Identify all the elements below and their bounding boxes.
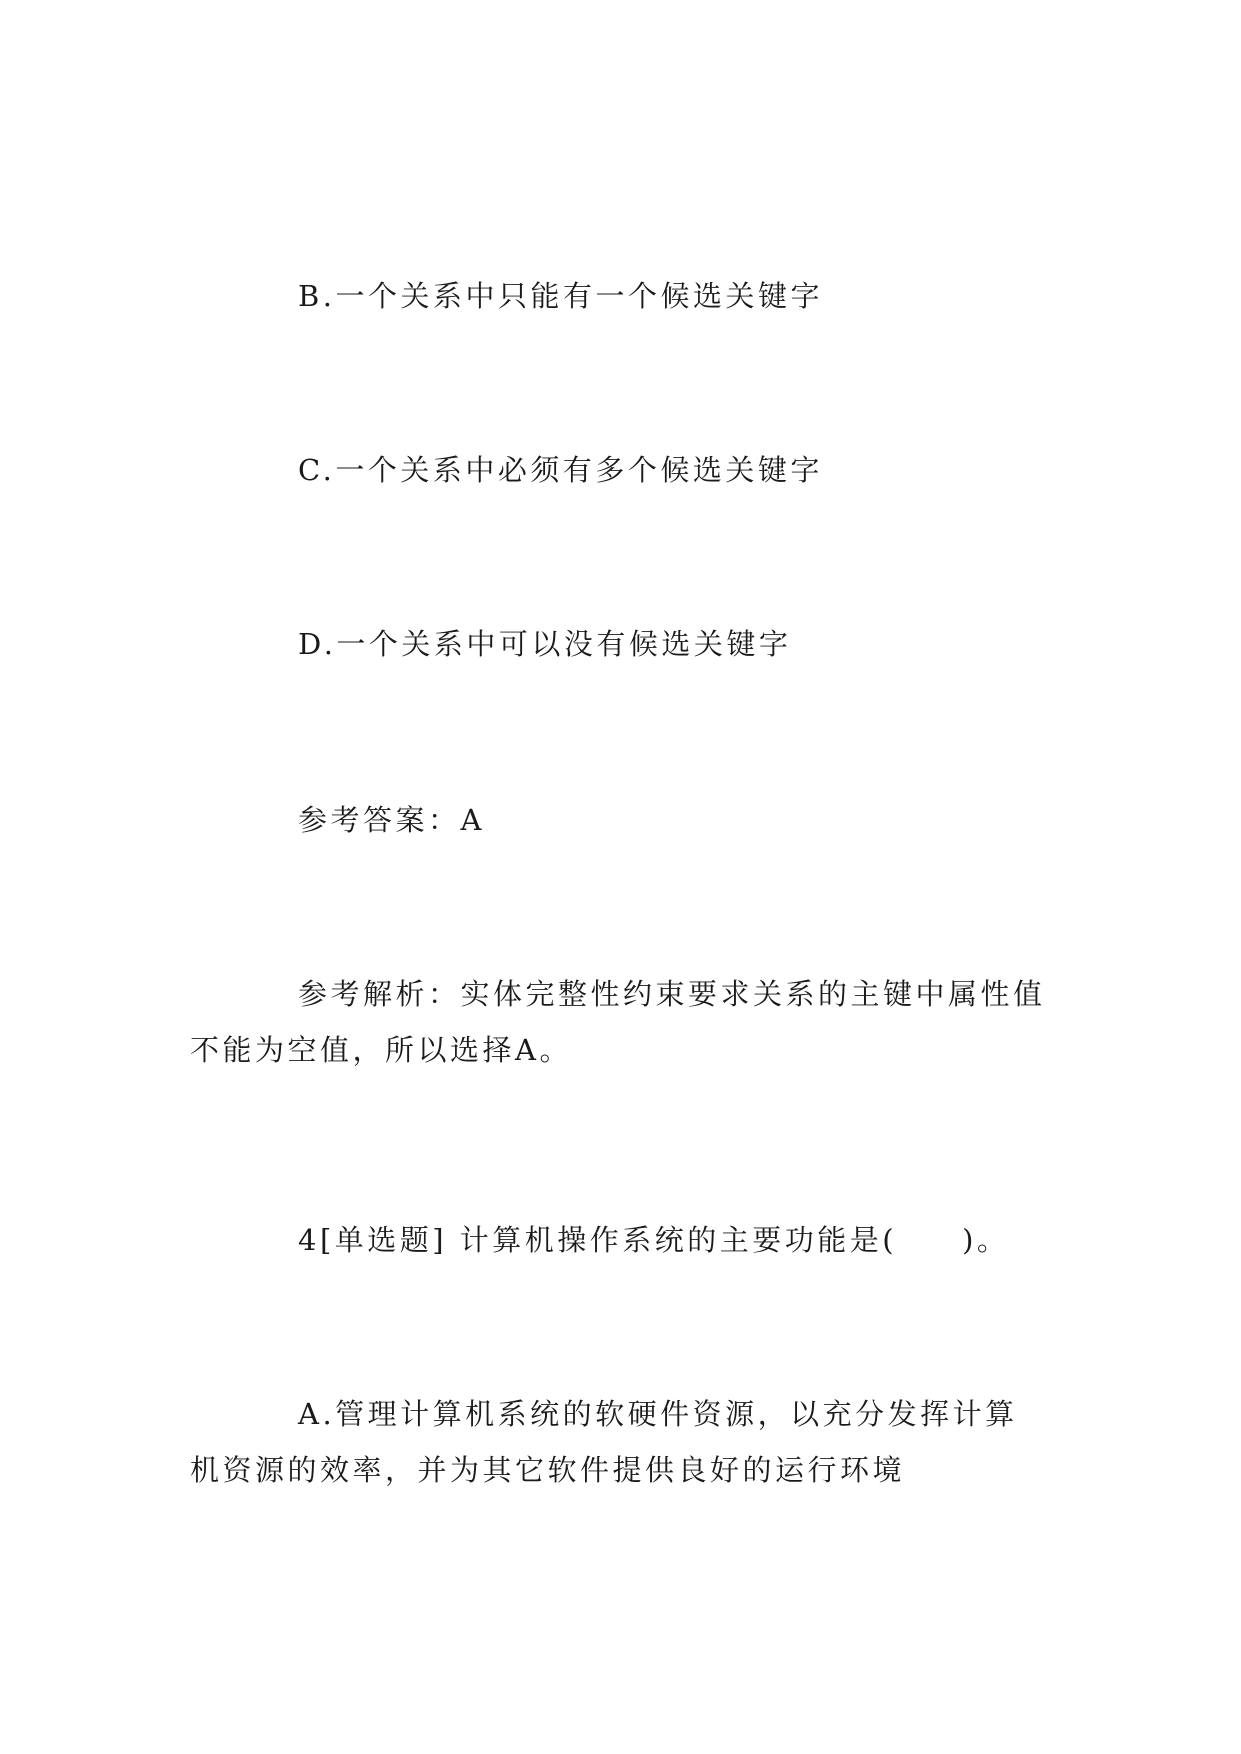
option-b-text: B.一个关系中只能有一个候选关键字 — [298, 279, 824, 313]
option-a-text: A.管理计算机系统的软硬件资源，以充分发挥计算机资源的效率，并为其它软件提供良好的运行环境 — [190, 1397, 1018, 1487]
reference-answer: 参考答案：A — [298, 803, 485, 837]
option-c-text: C.一个关系中必须有多个候选关键字 — [298, 453, 823, 487]
question-4-stem: 4[单选题] 计算机操作系统的主要功能是( )。 — [298, 1223, 1010, 1257]
option-d-text: D.一个关系中可以没有候选关键字 — [298, 627, 792, 661]
reference-explanation: 参考解析：实体完整性约束要求关系的主键中属性值不能为空值，所以选择A。 — [190, 977, 1046, 1067]
